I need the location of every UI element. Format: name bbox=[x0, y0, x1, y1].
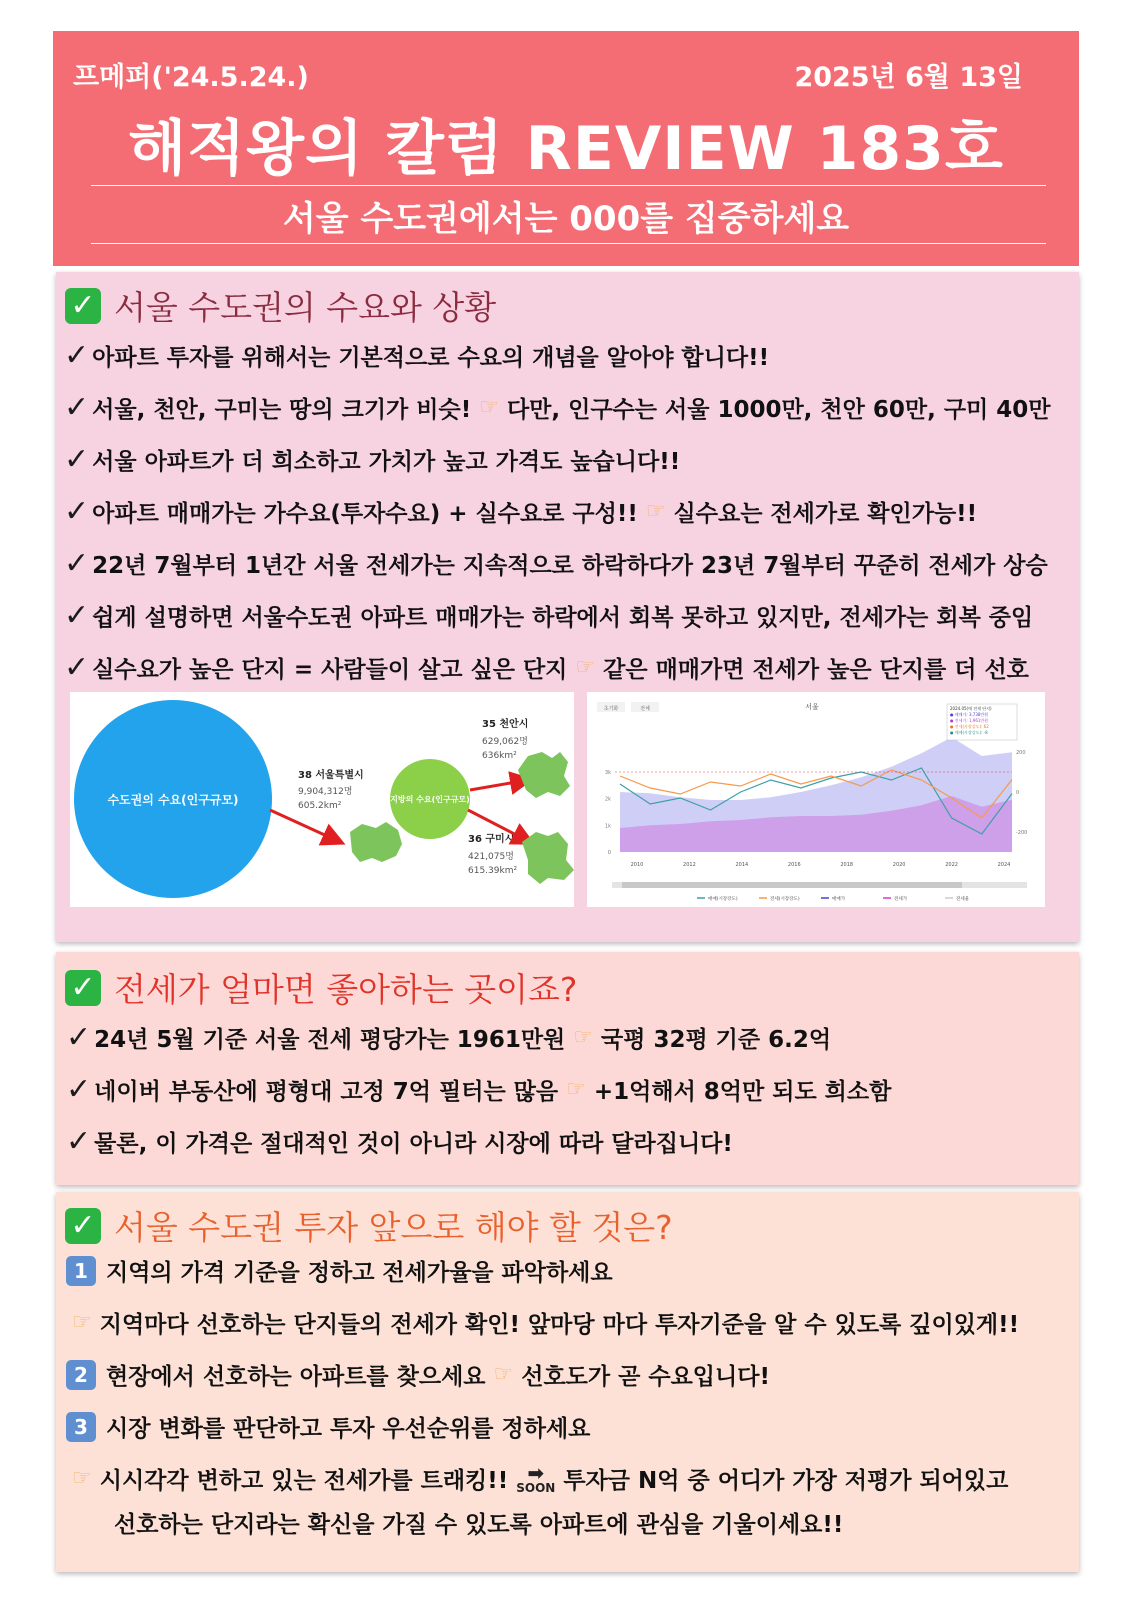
legend-label: 전세율 bbox=[956, 897, 970, 902]
section3-title-text: 서울 수도권 투자 앞으로 해야 할 것은? bbox=[114, 1208, 673, 1247]
gumi-name: 36 구미시 bbox=[468, 834, 515, 845]
section2-title bbox=[65, 964, 577, 1011]
y-right-tick: -200 bbox=[1016, 830, 1028, 836]
legend-label: 매매(시장강도) bbox=[708, 897, 738, 902]
page-title: 해적왕의 칼럼 REVIEW 183호 bbox=[128, 114, 1004, 184]
section1-line-4 bbox=[64, 494, 977, 529]
section3-item-1 bbox=[66, 1254, 613, 1287]
line-text: 24년 5월 기준 서울 전세 평당가는 1961만원 bbox=[94, 1027, 566, 1053]
section1-line-1 bbox=[64, 338, 769, 373]
seoul-map-shape bbox=[350, 822, 402, 862]
tooltip-line: ● 매매가: 3,738만원 bbox=[950, 712, 989, 717]
line-text: 서울, 천안, 구미는 땅의 크기가 비슷! bbox=[92, 397, 472, 423]
y-left-tick: 0 bbox=[607, 850, 611, 856]
line-text: 아파트 투자를 위해서는 기본적으로 수요의 개념을 알아야 합니다!! bbox=[92, 345, 770, 371]
section1-line-7 bbox=[64, 650, 1029, 685]
item-text: 지역의 가격 기준을 정하고 전세가율을 파악하세요 bbox=[106, 1260, 613, 1286]
section2-line-1 bbox=[66, 1020, 831, 1055]
keycap-2-icon: 2 bbox=[66, 1360, 96, 1390]
check-mark-icon: ✓ bbox=[64, 494, 90, 529]
gumi-pop: 421,075명 bbox=[468, 852, 514, 862]
section3-item-3 bbox=[66, 1410, 590, 1443]
pointing-hand-icon: ☞ bbox=[72, 1466, 92, 1491]
y-left-tick: 2k bbox=[604, 796, 611, 803]
x-tick: 2016 bbox=[787, 862, 801, 868]
section3-item-2 bbox=[66, 1358, 770, 1391]
header-source-label: 프메퍼('24.5.24.) bbox=[73, 62, 309, 93]
line-text: 쉽게 설명하면 서울수도권 아파트 매매가는 하락에서 회복 못하고 있지만, 전세가는 회복 중임 bbox=[92, 605, 1034, 631]
item-text: 시장 변화를 판단하고 투자 우선순위를 정하세요 bbox=[106, 1416, 591, 1442]
check-mark-icon: ✓ bbox=[64, 338, 90, 373]
section3-item-1-detail bbox=[72, 1306, 1019, 1339]
check-box-icon: ✓ bbox=[65, 970, 101, 1006]
pointing-hand-icon: ☞ bbox=[566, 1077, 586, 1102]
legend-label: 전세(시장강도) bbox=[770, 897, 800, 902]
chart-scroll-thumb[interactable] bbox=[622, 882, 962, 888]
cheonan-area: 636km² bbox=[482, 751, 517, 761]
check-mark-icon: ✓ bbox=[64, 390, 90, 425]
x-tick: 2010 bbox=[630, 862, 644, 868]
x-tick: 2018 bbox=[840, 862, 854, 868]
section1-title-text: 서울 수도권의 수요와 상황 bbox=[114, 288, 497, 327]
x-tick: 2012 bbox=[683, 862, 696, 868]
section-jeonse-price bbox=[56, 952, 1079, 1185]
seoul-pop: 9,904,312명 bbox=[298, 787, 353, 797]
line-text: 실수요가 높은 단지 = 사람들이 살고 싶은 단지 bbox=[92, 657, 568, 683]
section1-line-6 bbox=[64, 598, 1033, 633]
section3-item-3-detail bbox=[72, 1462, 1008, 1495]
section2-line-3 bbox=[66, 1124, 733, 1159]
section1-line-3 bbox=[64, 442, 680, 477]
metro-demand-label: 수도권의 수요(인구규모) bbox=[107, 793, 239, 807]
tooltip-line: ● 전세가: 1,961만원 bbox=[950, 718, 989, 723]
section-investment-todo bbox=[56, 1192, 1079, 1572]
item-text-2: 선호도가 곧 수요입니다! bbox=[521, 1364, 770, 1390]
gumi-map-shape bbox=[522, 832, 574, 884]
line-text: 네이버 부동산에 평형대 고정 7억 필터는 많음 bbox=[94, 1079, 559, 1105]
check-mark-icon: ✓ bbox=[66, 1020, 92, 1055]
pointing-hand-icon: ☞ bbox=[72, 1310, 92, 1335]
cheonan-name: 35 천안시 bbox=[482, 719, 529, 730]
pointing-hand-icon: ☞ bbox=[573, 1025, 593, 1050]
tooltip-line: ● 전세(사장강도): 62 bbox=[950, 724, 989, 729]
all-tab-label: 전체 bbox=[640, 706, 650, 712]
check-box-icon: ✓ bbox=[65, 1208, 101, 1244]
x-tick: 2024 bbox=[997, 862, 1011, 868]
section3-title bbox=[65, 1202, 673, 1249]
x-tick: 2014 bbox=[735, 862, 749, 868]
header-banner bbox=[53, 31, 1079, 266]
legend-label: 전세가 bbox=[894, 897, 908, 902]
tooltip-line: 2024.05(매 전세 단지) bbox=[950, 706, 992, 711]
local-demand-label: 지방의 수요(인구규모) bbox=[390, 795, 470, 804]
chart-plot-area bbox=[605, 737, 1027, 868]
y-right-tick: 0 bbox=[1016, 790, 1020, 796]
line-text: 서울 아파트가 더 희소하고 가치가 높고 가격도 높습니다!! bbox=[92, 449, 681, 475]
chart-title: 서울 bbox=[805, 703, 819, 711]
cheonan-pop: 629,062명 bbox=[482, 737, 528, 747]
keycap-1-icon: 1 bbox=[66, 1256, 96, 1286]
line-text-2: 실수요는 전세가로 확인가능!! bbox=[673, 501, 978, 527]
section1-title bbox=[65, 282, 496, 329]
line-text-2: 국평 32평 기준 6.2억 bbox=[601, 1027, 832, 1053]
item-text: 지역마다 선호하는 단지들의 전세가 확인! 앞마당 마다 투자기준을 알 수 있도록 깊이있게!! bbox=[99, 1312, 1020, 1338]
check-mark-icon: ✓ bbox=[64, 650, 90, 685]
check-mark-icon: ✓ bbox=[64, 442, 90, 477]
check-mark-icon: ✓ bbox=[64, 598, 90, 633]
header-date: 2025년 6월 13일 bbox=[794, 62, 1023, 93]
line-text: 물론, 이 가격은 절대적인 것이 아니라 시장에 따라 달라집니다! bbox=[94, 1131, 733, 1157]
arrow-to-seoul bbox=[270, 810, 340, 842]
pointing-hand-icon: ☞ bbox=[645, 499, 666, 524]
x-tick: 2022 bbox=[945, 862, 958, 868]
cheonan-map-shape bbox=[518, 752, 570, 798]
reset-tab-label: 초기화 bbox=[603, 706, 619, 712]
item-text: 현장에서 선호하는 아파트를 찾으세요 bbox=[106, 1364, 486, 1390]
header-divider-top bbox=[91, 185, 1046, 186]
seoul-name: 38 서울특별시 bbox=[298, 770, 364, 781]
section1-line-2 bbox=[64, 390, 1051, 425]
keycap-3-icon: 3 bbox=[66, 1412, 96, 1442]
soon-arrow-icon: ➡ SOON bbox=[516, 1460, 556, 1495]
section1-line-5 bbox=[64, 546, 1048, 581]
tooltip-line: ● 매매(사장강도): -8 bbox=[950, 730, 988, 735]
line-text-2: 다만, 인구수는 서울 1000만, 천안 60만, 구미 40만 bbox=[506, 397, 1051, 423]
section3-item-3-detail-cont bbox=[114, 1506, 843, 1539]
demand-diagram bbox=[70, 692, 574, 907]
gumi-area: 615.39km² bbox=[468, 866, 518, 876]
legend-label: 매매가 bbox=[832, 897, 846, 902]
section2-title-text: 전세가 얼마면 좋아하는 곳이죠? bbox=[114, 970, 578, 1009]
item-text: 시시각각 변하고 있는 전세가를 트래킹!! bbox=[99, 1468, 509, 1494]
arrow-to-cheonan bbox=[470, 780, 528, 790]
check-box-icon: ✓ bbox=[65, 288, 101, 324]
demand-diagram-svg bbox=[70, 692, 574, 907]
x-tick: 2020 bbox=[892, 862, 906, 868]
seoul-area: 605.2km² bbox=[298, 801, 342, 811]
seoul-price-chart bbox=[587, 692, 1045, 907]
header-divider-bottom bbox=[91, 243, 1046, 244]
line-text-2: 같은 매매가면 전세가 높은 단지를 더 선호 bbox=[603, 657, 1029, 683]
line-text: 22년 7월부터 1년간 서울 전세가는 지속적으로 하락하다가 23년 7월부터 꾸준히 전세가 상승 bbox=[92, 553, 1048, 579]
check-mark-icon: ✓ bbox=[64, 546, 90, 581]
pointing-hand-icon: ☞ bbox=[479, 395, 499, 420]
item-text-2: 투자금 N억 중 어디가 가장 저평가 되어있고 bbox=[563, 1468, 1009, 1494]
y-left-tick: 1k bbox=[604, 823, 611, 830]
seoul-chart-svg bbox=[587, 692, 1045, 907]
line-text-2: +1억해서 8억만 되도 희소함 bbox=[593, 1079, 892, 1105]
item-text: 선호하는 단지라는 확신을 가질 수 있도록 아파트에 관심을 기울이세요!! bbox=[114, 1512, 844, 1538]
y-left-tick: 3k bbox=[604, 770, 611, 776]
check-mark-icon: ✓ bbox=[66, 1124, 92, 1159]
check-mark-icon: ✓ bbox=[66, 1072, 92, 1107]
section2-line-2 bbox=[66, 1072, 891, 1107]
y-right-tick: 200 bbox=[1016, 750, 1026, 756]
pointing-hand-icon: ☞ bbox=[575, 655, 596, 680]
pointing-hand-icon: ☞ bbox=[493, 1362, 514, 1387]
page-subtitle: 서울 수도권에서는 000를 집중하세요 bbox=[282, 199, 850, 239]
line-text: 아파트 매매가는 가수요(투자수요) + 실수요로 구성!! bbox=[92, 501, 638, 527]
chart-legend bbox=[697, 895, 970, 902]
section-seoul-demand bbox=[56, 272, 1079, 942]
